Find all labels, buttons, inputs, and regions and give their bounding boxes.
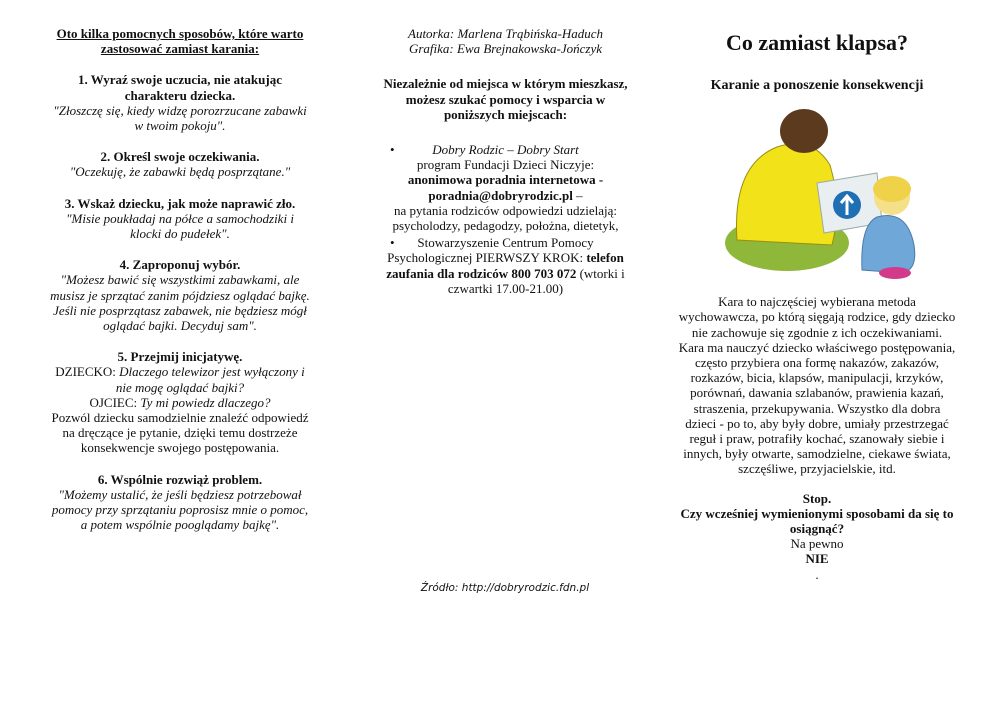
- dialogue-child: [50, 364, 310, 394]
- tip-quote: "Misie poukładaj na półce a samochodziki i klocki do pudełek".: [66, 210, 294, 242]
- stop-text: Stop.: [802, 490, 832, 506]
- right-column: [678, 0, 956, 582]
- tip-3: [50, 196, 310, 242]
- tip-heading: 3. Wskaż dziecku, jak może naprawić zło.: [64, 195, 296, 211]
- tip-heading: 6. Wspólnie rozwiąż problem.: [97, 471, 263, 487]
- program-desc: na pytania rodziców odpowiedzi udzielają: psycholodzy, pedagodzy, położna, dietetyk,: [392, 202, 619, 234]
- child-hair-shape: [873, 176, 911, 202]
- closing-question: [678, 506, 956, 582]
- tip-heading: 2. Określ swoje oczekiwania.: [100, 149, 260, 165]
- page-title: Co zamiast klapsa?: [725, 30, 909, 55]
- dash: –: [572, 187, 583, 203]
- tip-quote: "Możesz bawić się wszystkimi zabawkami, ale musisz je sprzątać zanim pójdziesz oglądać bajkę. Jeśli nie posprzątasz zabawek, nie będziesz mógł oglądać bajki. Decyduj sam".: [50, 272, 310, 334]
- help-list: [378, 142, 633, 296]
- bullet: •: [390, 142, 395, 158]
- question-text: Czy wcześniej wymienionymi sposobami da się to osiągnąć?: [680, 505, 954, 537]
- source-link: Źródło: http://dobryrodzic.fdn.pl: [420, 582, 590, 594]
- tip-heading: 4. Zaproponuj wybór.: [119, 257, 241, 273]
- list-item: [378, 142, 633, 233]
- author-credit: Autorka: Marlena Trąbińska-Haduch: [408, 26, 603, 41]
- closing-block: [678, 491, 956, 582]
- left-column: [50, 26, 310, 548]
- tip-5: [50, 349, 310, 455]
- credits: [378, 26, 633, 56]
- answer-period: .: [815, 566, 819, 582]
- child-shoes-shape: [879, 267, 911, 279]
- counseling-service: anonimowa poradnia internetowa - poradnia@dobryrodzic.pl: [407, 172, 604, 203]
- tip-6: [50, 472, 310, 533]
- helpline: telefon zaufania dla rodziców 800 703 072: [386, 250, 624, 281]
- help-title: Niezależnie od miejsca w którym mieszkasz, możesz szukać pomocy i wsparcia w poniższych miejscach:: [383, 76, 628, 122]
- parent-child-illustration: [692, 105, 942, 280]
- parent-head-shape: [780, 109, 828, 153]
- father-label: OJCIEC:: [89, 394, 138, 410]
- helpline-hours: (wtorki i czwartki 17.00-21.00): [447, 265, 625, 296]
- tip-note: Pozwól dziecku samodzielnie znaleźć odpowiedź na dręczące je pytanie, dzięki temu dostrzeże konsekwencje swojego postępowania.: [51, 410, 309, 456]
- father-line: Ty mi powiedz dlaczego?: [140, 394, 271, 410]
- tip-quote: "Oczekuję, że zabawki będą posprzątane.": [69, 164, 291, 180]
- page-subtitle: Karanie a ponoszenie konsekwencji: [710, 78, 924, 93]
- child-body-shape: [862, 216, 915, 273]
- program-org: program Fundacji Dzieci Niczyje:: [416, 157, 595, 173]
- child-line: Dlaczego telewizor jest wyłączony i nie mogę oglądać bajki?: [115, 364, 305, 395]
- middle-column: [378, 26, 633, 298]
- graphics-credit: Grafika: Ewa Brejnakowska-Jończyk: [408, 41, 603, 57]
- answer-prefix: Na pewno: [790, 536, 844, 552]
- tip-quote: "Złoszczę się, kiedy widzę porozrzucane zabawki w twoim pokoju".: [53, 102, 307, 134]
- bullet: •: [390, 235, 395, 251]
- answer-text: NIE: [805, 551, 829, 567]
- list-item: [378, 235, 633, 296]
- tips-intro: Oto kilka pomocnych sposobów, które warto zastosować zamiast karania:: [56, 26, 304, 57]
- dialogue-father: [50, 395, 310, 410]
- tip-2: [50, 149, 310, 179]
- org-name: Stowarzyszenie Centrum Pomocy Psychologicznej PIERWSZY KROK:: [387, 235, 594, 266]
- child-label: DZIECKO:: [55, 364, 116, 380]
- tip-1: [50, 72, 310, 133]
- body-text: Kara to najczęściej wybierana metoda wychowawcza, po którą sięgają rodzice, gdy dziecko nie zachowuje się zgodnie z ich oczekiwaniami. Kara ma nauczyć dziecko właściwego postępowania, często przybiera ona formę nakazów, zakazów, rozkazów, bicia, klapsów, manipulacji, krzyków, porównań, dawania szlabanów, prawienia kazań, straszenia, przekupywania. Wszystko dla dobra dzieci - po to, aby były dobre, umiały przestrzegać reguł i praw, potrafiły kochać, szanowały siebie i innych, były otwarte, samodzielne, ciekawe świata, szczęśliwe, przyjacielskie, itd.: [678, 294, 956, 477]
- tip-heading: 1. Wyraź swoje uczucia, nie atakując charakteru dziecka.: [77, 72, 282, 103]
- tip-quote: "Możemy ustalić, że jeśli będziesz potrzebował pomocy przy sprzątaniu poprosisz mnie o pomoc, a potem wspólnie pooglądamy bajkę".: [51, 486, 309, 533]
- tip-4: [50, 257, 310, 333]
- tip-heading: 5. Przejmij inicjatywę.: [117, 349, 243, 365]
- program-name: Dobry Rodzic – Dobry Start: [432, 142, 579, 158]
